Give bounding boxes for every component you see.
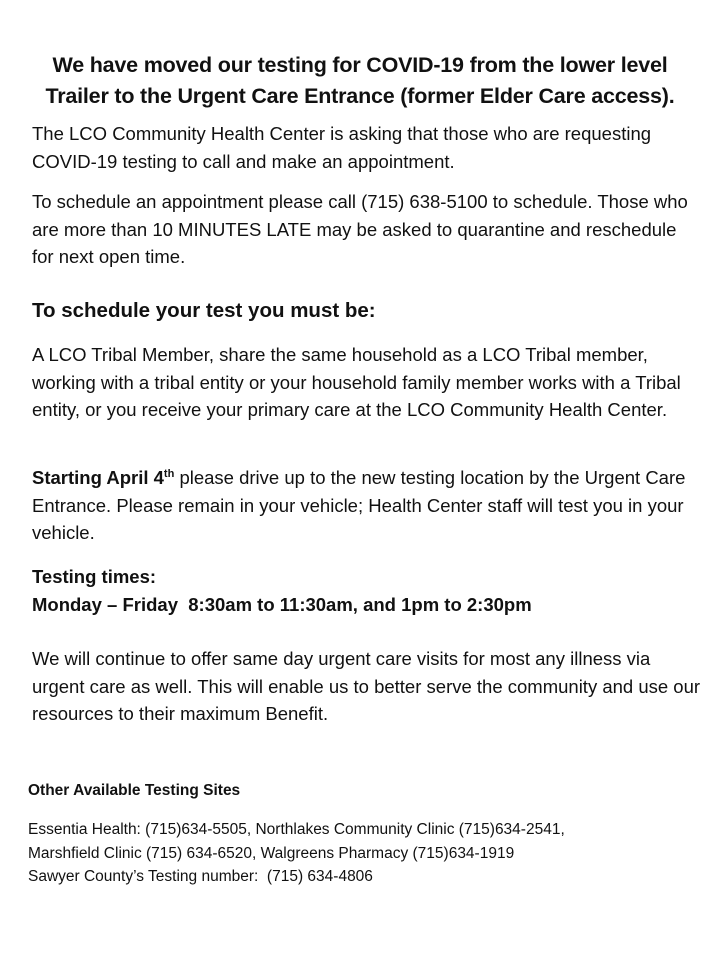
intro-paragraph-1: The LCO Community Health Center is asking that those who are requesting COVID-19 testing to call and make an appointment. xyxy=(32,123,652,172)
drive-up-lead: Starting April 4 xyxy=(32,467,164,488)
testing-times-label: Testing times: xyxy=(32,566,157,587)
drive-up-lead-suffix: th xyxy=(163,467,175,480)
headline-line-2: Trailer to the Urgent Care Entrance (former Elder Care access). xyxy=(45,84,675,108)
headline xyxy=(8,50,712,112)
eligibility-title: To schedule your test you must be: xyxy=(32,299,376,322)
testing-times xyxy=(32,563,712,619)
urgent-care-paragraph: We will continue to offer same day urgent care visits for most any illness via urgent care as well. This will enable us to better serve the community and use our resources to their maximum Benefit. xyxy=(32,648,701,724)
other-sites-title: Other Available Testing Sites xyxy=(28,782,241,799)
testing-times-schedule: Monday – Friday 8:30am to 11:30am, and 1pm to 2:30pm xyxy=(32,594,532,615)
drive-up-text: please drive up to the new testing location by the Urgent Care Entrance. Please remain in your vehicle; Health Center staff will test you in your vehicle. xyxy=(32,467,686,543)
headline-line-1: We have moved our testing for COVID-19 from the lower level xyxy=(52,53,668,77)
drive-up-paragraph xyxy=(32,464,702,547)
other-sites-list xyxy=(28,818,718,889)
other-sites-line-3: Sawyer County’s Testing number: (715) 634-4806 xyxy=(28,868,373,885)
eligibility-text: A LCO Tribal Member, share the same household as a LCO Tribal member, working with a tribal entity or your household family member works with a Tribal entity, or you receive your primary care at the LCO Community Health Center. xyxy=(32,344,681,420)
other-sites-line-2: Marshfield Clinic (715) 634-6520, Walgreens Pharmacy (715)634-1919 xyxy=(28,844,515,862)
intro-paragraph-2: To schedule an appointment please call (715) 638-5100 to schedule. Those who are more than 10 MINUTES LATE may be asked to quarantine and reschedule for next open time. xyxy=(32,191,688,267)
other-sites-line-1: Essentia Health: (715)634-5505, Northlakes Community Clinic (715)634-2541, xyxy=(28,821,565,838)
